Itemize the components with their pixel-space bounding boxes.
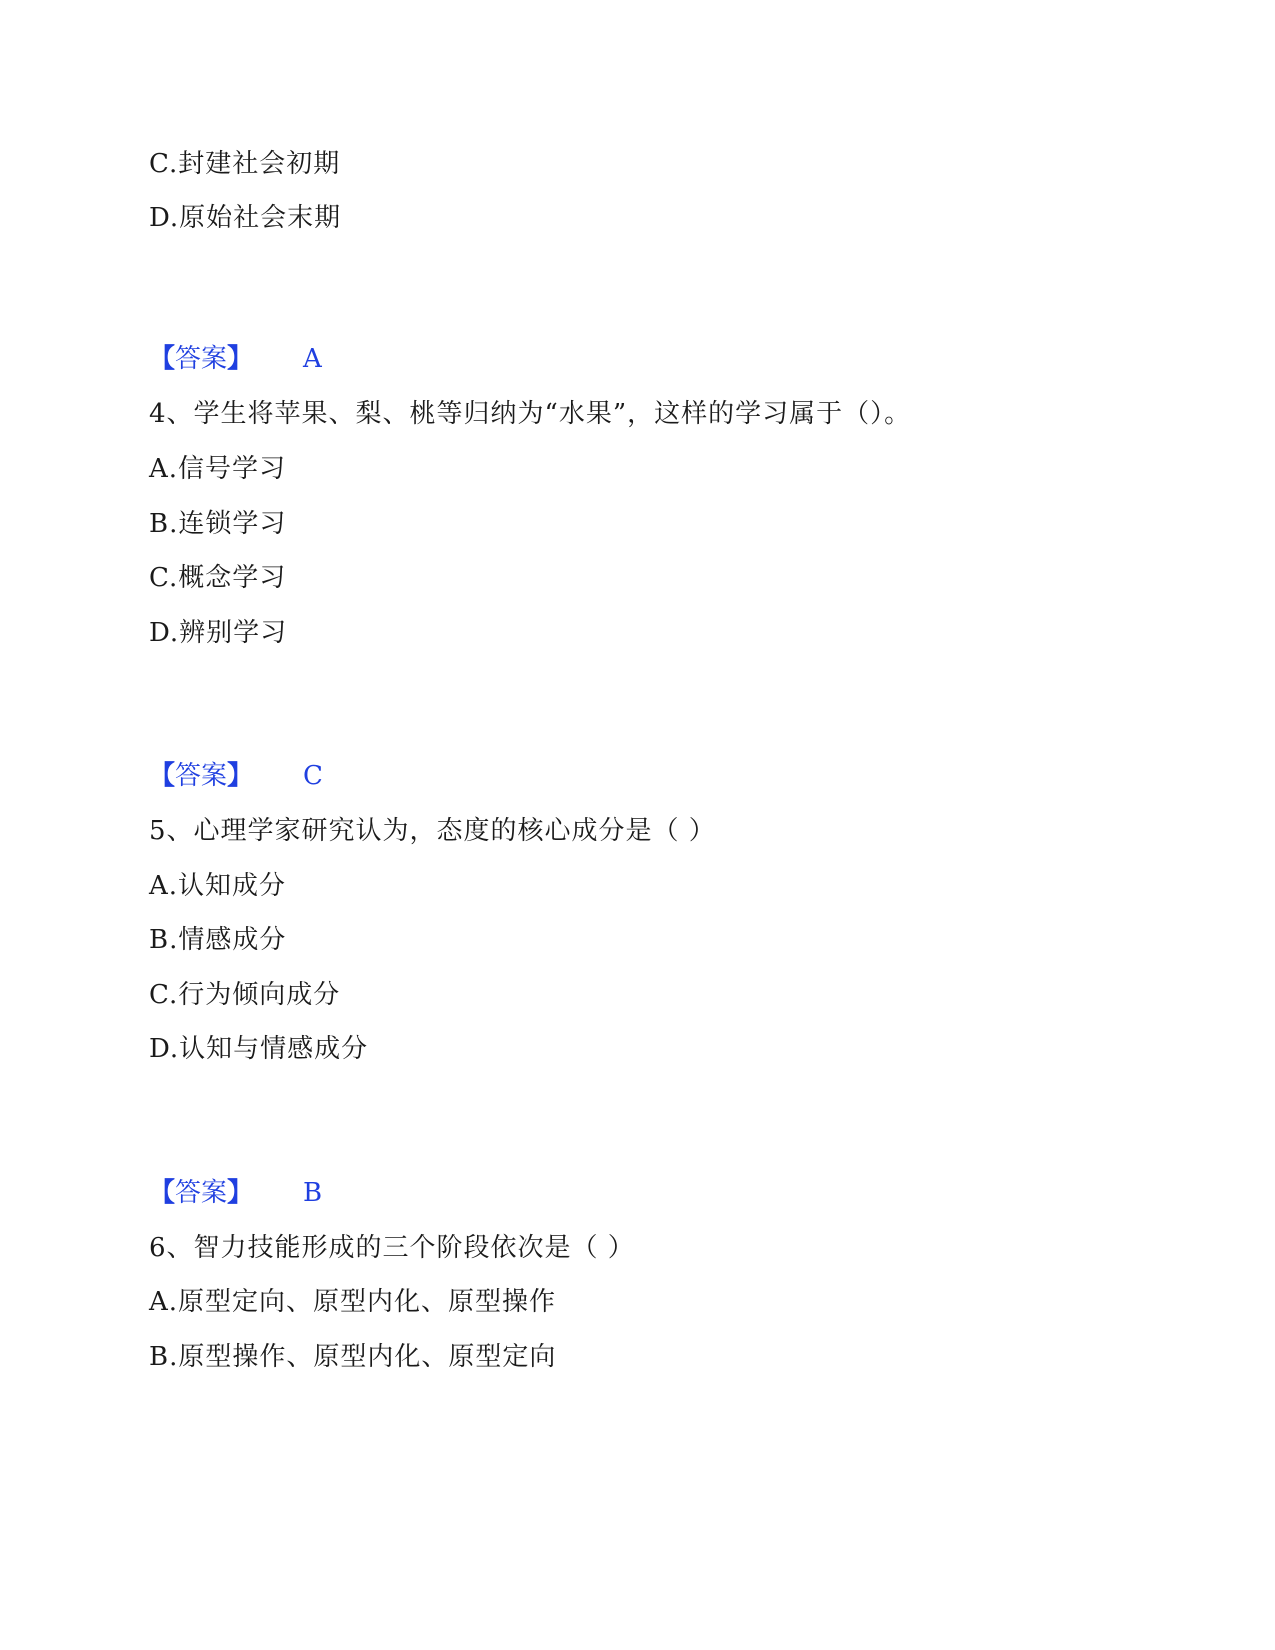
answer-bracket-close: 】 [227, 761, 254, 791]
answer-bracket-open: 【 [149, 761, 176, 791]
q5-option-c: C.行为倾向成分 [149, 980, 341, 1010]
answer-value: A [303, 344, 322, 374]
q5-option-b: B.情感成分 [149, 925, 287, 955]
answer-bracket-close: 】 [227, 1178, 254, 1208]
answer-label: 答案 [175, 761, 228, 791]
q4-option-b: B.连锁学习 [149, 509, 287, 539]
q5-option-a: A.认知成分 [149, 871, 287, 901]
q3-option-c: C.封建社会初期 [149, 149, 341, 179]
answer-bracket-open: 【 [149, 1178, 176, 1208]
answer-bracket-open: 【 [149, 344, 176, 374]
q5-question: 5、心理学家研究认为，态度的核心成分是（ ） [149, 816, 716, 846]
q4-option-c: C.概念学习 [149, 563, 287, 593]
q3-option-d: D.原始社会末期 [149, 203, 342, 233]
q5-option-d: D.认知与情感成分 [149, 1034, 369, 1064]
q5-answer-row [149, 1176, 322, 1210]
answer-bracket-close: 】 [227, 344, 254, 374]
answer-label: 答案 [175, 1178, 228, 1208]
q3-answer-row [149, 342, 322, 376]
q4-option-d: D.辨别学习 [149, 618, 288, 648]
q4-option-a: A.信号学习 [149, 454, 287, 484]
answer-value: B [303, 1178, 323, 1208]
answer-value: C [303, 761, 323, 791]
answer-label: 答案 [175, 344, 228, 374]
q4-question: 4、学生将苹果、梨、桃等归纳为“水果”，这样的学习属于（）。 [149, 399, 912, 429]
q6-question: 6、智力技能形成的三个阶段依次是（ ） [149, 1233, 635, 1263]
q6-option-b: B.原型操作、原型内化、原型定向 [149, 1342, 557, 1372]
q6-option-a: A.原型定向、原型内化、原型操作 [149, 1287, 557, 1317]
q4-answer-row [149, 759, 323, 793]
